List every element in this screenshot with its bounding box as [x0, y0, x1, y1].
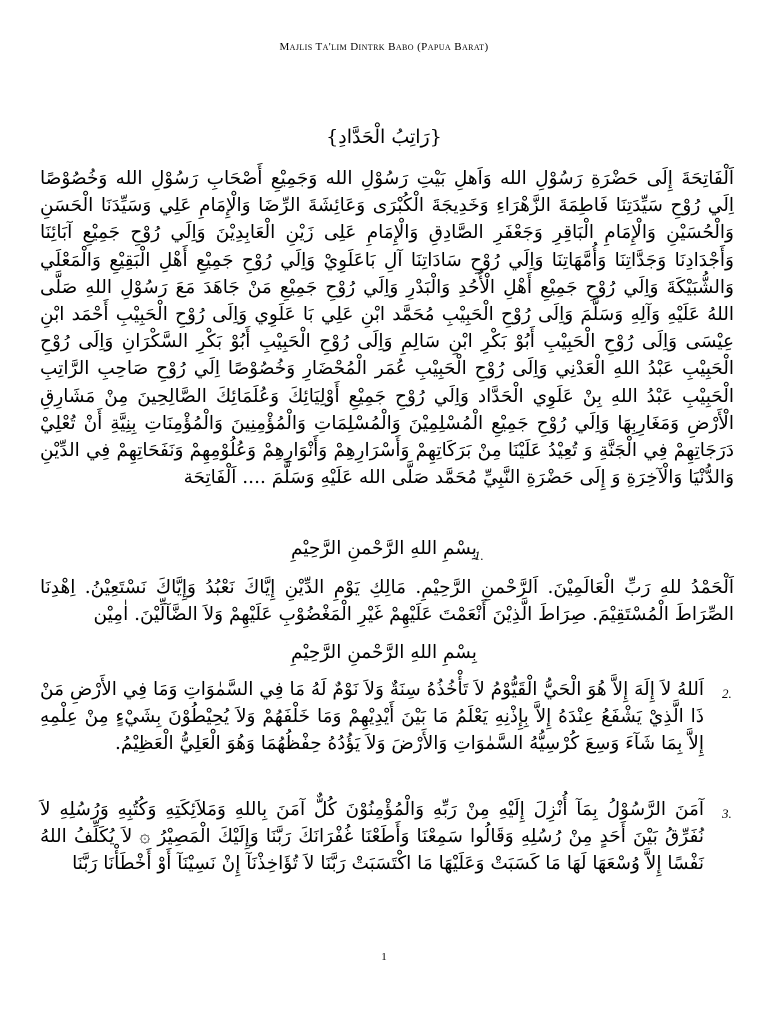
section-number: 1. — [474, 548, 484, 563]
basmala-heading — [0, 642, 768, 663]
intro-paragraph: اَلْفَاتِحَةَ إِلَى حَضْرَةِ رَسُوْلِ الله وَاَهلِ بَيْتِ رَسُوْلِ الله وَجَمِيْعِ أَصْحَابِ رَسُوْلِ الله وَخُصُوْصًا اِلَي رُوْحِ سَيِّدَتِنَا فَاطِمَةَ الزَّهْرَاءِ وَخَدِيجَةَ الْكُبْرَى وَعَائِشَةَ الرِّضَا وَالْإِمَامِ عَلِي وَسَيِّدَنَا الْحَسَنِ وَالْحُسَيْنِ وَالْإِمَامِ الْبَاقِرِ وَجَعْفَرِ الصَّادِقِ وَالْإِمَامِ عَلِى زَيْنِ الْعَابِدِيْنَ وَاِلَي رُوْحِ جَمِيْعِ آبَائِنَا وَأَجْدَادِنَا وَجَدَّاتِنَا وَأُمَّهَاتِنَا وَاِلَي رُوْحِ سَادَاتِنَا آلِ بَاعَلَوِيْ وَاِلَي رُوْحِ جَمِيْعِ أَهْلِ الْبَقِيْعِ وَالْمَعْلَي وَالشُّبَيْكَةَ وَاِلَي رُوْحِ جَمِيْعِ أَهْلِ الْأُحُدِ وَالْبَدْرِ وَاِلَي رُوْحِ جَمِيْعِ مَنْ جَاهَدَ مَعَ رَسُوْلِ اللهِ صَلَّى اللهُ عَلَيْهِ وَآلِهِ وَسَلَّمَ وَاِلَى رُوْحِ الْحَبِيْبِ مُحَمَّد ابْنِ عَلِي بَا عَلَوِي وَاِلَى رُوْحِ الْحَبِيْبِ أَحْمَد ابْنِ عِيْسَى وَاِلَى رُوْحِ الْحَبِيْبِ أَبُوْ بَكْرِ ابْنِ سَالِمِ وَاِلَى رُوْحِ الْحَبِيْبِ أَبُوْ بَكْرِ السَّكْرَانِ وَاِلَى رُوْحِ الْحَبِيْبِ عَبْدُ اللهِ الْعَدْنِي وَاِلَى رُوْحِ الْحَبِيْبِ عُمَر الْمُحْضَارِ وَخُصُوْصًا اِلَي رُوْحِ صَاحِبِ الرَّاتِبِ الْحَبِيْبِ عَبْدُ اللهِ بِنْ عَلَوِي الْحَدَّاد وَاِلَي رُوْحِ جَمِيْعِ أَوْلِيَائِكَ وَعُلَمَائِكَ الصَّالِحِينَ مِنْ مَشَارِقِ الْأَرْضِ وَمَغَارِبِهَا وَاِلَي رُوْحِ جَمِيْعِ الْمُسْلِمِيْنَ وَالْمُسْلِمَاتِ وَالْمُؤْمِنِينَ وَالْمُؤْمِنَاتِ بِنِيَّةِ أَنْ تُعْلِيْ دَرَجَاتِهِمْ فِي الْجَنَّةِ وَ تُعِيْدُ عَلَيْنَا مِنْ بَرَكَاتِهِمْ وَأَسْرَارِهِمْ وَأَنْوَارِهِمْ وَعُلُوْمِهِمْ وَنَفَحَاتِهِمْ فِي الدِّيْنِ وَالدُّنْيَا وَالْآخِرَةِ وَ إِلَى حَضْرَةِ النَّبِيِّ مُحَمَّد صَلَّى الله عَلَيْهِ وَسَلَّمَ .... اَلْفَاتِحَة — [40, 168, 735, 489]
basmala-heading — [0, 538, 768, 559]
page-number: 1 — [381, 951, 387, 963]
section-number: 3. — [722, 806, 732, 821]
basmala-text: بِسْمِ اللهِ الرَّحْمنِ الرَّحِيْمِ — [291, 538, 477, 559]
section-paragraph-amana-rasul: آمَنَ الرَّسُوْلُ بِمَآ أُنْزِلَ إِلَيْهِ مِنْ رَبِّهِ وَالْمُؤْمِنُوْنَ كُلٌّ آمَنَ بِاللهِ وَمَلاَئِكَتِهِ وَكُتُبِهِ وَرُسُلِهِ لاَ نُفَرِّقُ بَيْنَ أَحَدٍ مِنْ رُسُلِهِ وَقَالُوا سَمِعْنَا وَأَطَعْنَا غُفْرَانَكَ رَبَّنَا وَإِلَيْكَ الْمَصِيْرُ ۞ لاَ يُكَلِّفُ اللهُ نَفْسًا إِلاَّ وُسْعَهَا لَهَا مَا كَسَبَتْ وَعَلَيْهَا مَا اكْتَسَبَتْ رَبَّنَا لاَ تُؤَاخِذْنَآ إِنْ نَسِيْنَآ أَوْ أَخْطَأْنَا رَبَّنَا — [40, 799, 704, 875]
document-title: {رَاتِبُ الْحَدَّادِ} — [326, 126, 442, 148]
section-paragraph-ayat-kursi: اَللهُ لاَ إِلَهَ إِلاَّ هُوَ الْحَيُّ الْقَيُّوْمُ لاَ تَأْخُذُهُ سِنَةٌ وَلاَ نَوْمٌ لَهُ مَا فِي السَّمٰوَاتِ وَمَا فِي الأَرْضِ مَنْ ذَا الَّذِيْ يَشْفَعُ عِنْدَهُ إِلاَّ بِإِذْنِهِ يَعْلَمُ مَا بَيْنَ أَيْدِيْهِمْ وَمَا خَلْفَهُمْ وَلاَ يُحِيْطُوْنَ بِشَيْءٍ مِنْ عِلْمِهِ إِلاَّ بِمَا شَآءَ وَسِعَ كُرْسِيُّهُ السَّمٰوَاتِ وَالأَرْضَ وَلاَ يَؤُدُهُ حِفْظُهُمَا وَهُوَ الْعَلِيُّ الْعَظِيْمُ. — [40, 679, 704, 755]
section-paragraph-fatiha: اَلْحَمْدُ للهِ رَبِّ الْعَالَمِيْنَ. اَلرَّحْمنِ الرَّحِيْمِ. مَالِكِ يَوْمِ الدِّيْنِ إِيَّاكَ نَعْبُدُ وَإِيَّاكَ نَسْتَعِيْنُ. اِهْدِنَا الصِّرَاطَ الْمُسْتَقِيْمَ. صِرَاطَ الَّذِيْنَ أَنْعَمْتَ عَلَيْهِمْ غَيْرِ الْمَغْضُوْبِ عَلَيْهِمْ وَلاَ الضَّآلِّيْنَ. اٰمِيْن — [40, 577, 734, 626]
basmala-text: بِسْمِ اللهِ الرَّحْمنِ الرَّحِيْمِ — [291, 642, 477, 663]
section-number: 2. — [722, 686, 732, 701]
page-header: Majlis Ta'lim Dintrk Babo (Papua Barat) — [279, 41, 489, 53]
